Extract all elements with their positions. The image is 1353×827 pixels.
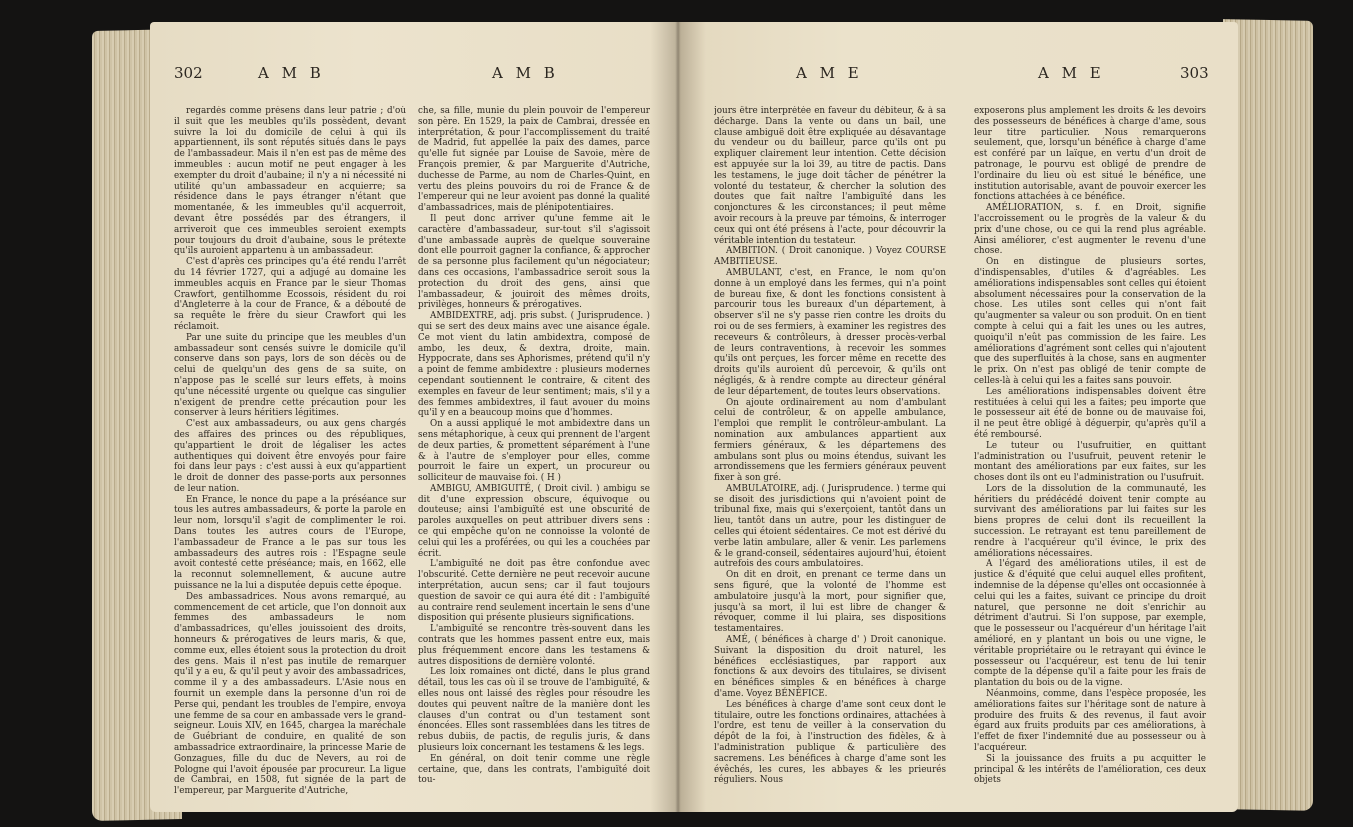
paragraph: che, sa fille, munie du plein pouvoir de l'empereur son père. En 1529, la paix de Cambrai, dressée en interprétation, & pour l'accomplissement du traité de Madrid, fut appellée la paix des dames, parce qu'elle fut signée par Louise de Savoie, mère de François premier, & par Marguerite d'Autriche, duchesse de Parme, au nom de Charles-Quint, en vertu des pleins pouvoirs du roi de France & de l'empereur qui ne leur avoient pas donné la qualité d'ambassadrices, mais de plénipotentiaires. [418,106,650,214]
paragraph: L'ambiguïté ne doit pas être confondue avec l'obscurité. Cette dernière ne peut recevoir aucune interprétation, aucun sens; car il faut toujours question de savoir ce qui aura été dit : l'ambiguïté au contraire rend seulement incertain le sens d'une disposition qui présente plusieurs significations. [418,559,650,624]
left-header-word-1: A M B [258,64,325,82]
paragraph: jours être interprétée en faveur du débiteur, & à sa décharge. Dans la vente ou dans un bail, une clause ambiguë doit être expliquée au désavantage du vendeur ou du bailleur, parce qu'ils ont pu expliquer clairement leur intention. Cette décision est appuyée sur la loi 39, au titre de pactis. Dans les testamens, le juge doit tâcher de pénétrer la volonté du testateur, & chercher la solution des doutes que fait naître l'ambiguïté dans les conjonctures & les circonstances; il peut même avoir recours à la preuve par témoins, & interroger ceux qui ont été présens à l'acte, pour découvrir la véritable intention du testateur. [714,106,946,246]
paragraph: AMÉ, ( bénéfices à charge d' ) Droit canonique. Suivant la disposition du droit naturel, les bénéfices ecclésiastiques, par rapport aux fonctions & aux devoirs des titulaires, se divisent en bénéfices simples & en bénéfices à charge d'ame. Voyez BÉNÉFICE. [714,635,946,700]
paragraph: AMBULANT, c'est, en France, le nom qu'on donne à un employé dans les fermes, qui n'a point de bureau fixe, & dont les fonctions consistent à parcourir tous les bureaux d'un département, à observer s'il ne s'y passe rien contre les droits du roi ou de ses fermiers, à examiner les registres des receveurs & contrôleurs, à dresser procès-verbal de leurs contraventions, à recevoir les sommes qu'ils ont perçues, les forcer même en recette des droits qu'ils auroient dû percevoir, & qu'ils ont négligés, & à rendre compte au directeur général de leur département, de toutes leurs observations. [714,267,946,397]
right-page [678,22,1238,812]
paragraph: Lors de la dissolution de la communauté, les héritiers du prédécédé doivent tenir compte au survivant des améliorations par lui faites sur les biens propres de celui dont ils recueillent la succession. Le retrayant est tenu pareillement de rendre à l'acquéreur qu'il évince, le prix des améliorations nécessaires. [974,483,1206,559]
right-column-2 [974,106,1206,806]
paragraph: Si la jouissance des fruits a pu acquitter le principal & les intérêts de l'amélioration, ces deux objets [974,753,1206,786]
paragraph: Il peut donc arriver qu'une femme ait le caractère d'ambassadeur, sur-tout s'il s'agissoit d'une ambassade auprès de quelque souveraine dont elle pourroit gagner la confiance, & approcher de sa personne plus facilement qu'un négociateur; dans ces occasions, l'ambassadrice seroit sous la protection du droit des gens, ainsi que l'ambassadeur, & jouiroit des mêmes droits, privilèges, honneurs & prérogatives. [418,213,650,311]
paragraph: Le tuteur ou l'usufruitier, en quittant l'administration ou l'usufruit, peuvent retenir le montant des améliorations par eux faites, sur les choses dont ils ont eu l'administration ou l'usufruit. [974,440,1206,484]
paragraph: A l'égard des améliorations utiles, il est de justice & d'équité que celui auquel elles profitent, indemnise de la dépense qu'elles ont occasionnée à celui qui les a faites, suivant ce principe du droit naturel, que personne ne doit s'enrichir au détriment d'autrui. Si l'on suppose, par exemple, que le possesseur ou l'acquéreur d'un héritage l'ait amélioré, en y plantant un bois ou une vigne, le véritable propriétaire ou le retrayant qui évince le possesseur ou l'acquéreur, est tenu de lui tenir compte de la dépense qu'il a faite pour les frais de plantation du bois ou de la vigne. [974,559,1206,689]
paragraph: Les loix romaines ont dicté, dans le plus grand détail, tous les cas où il se trouve de l'ambiguïté, & elles nous ont laissé des règles pour résoudre les doutes qui peuvent naître de la manière dont les clauses d'un contrat ou d'un testament sont énoncées. Elles sont rassemblées dans les titres de rebus dubiis, de pactis, de regulis juris, & dans plusieurs loix concernant les testamens & les legs. [418,667,650,754]
paragraph: Les améliorations indispensables doivent être restituées à celui qui les a faites; peu importe que le possesseur ait été de bonne ou de mauvaise foi, il ne peut être obligé à déguerpir, qu'après qu'il a été remboursé. [974,386,1206,440]
right-page-number: 303 [1180,64,1209,82]
right-running-head [678,64,1238,94]
left-running-head [150,64,678,94]
paragraph: On a aussi appliqué le mot ambidextre dans un sens métaphorique, à ceux qui prennent de l'argent de deux parties, & promettent séparément à l'une & à l'autre de s'employer pour elles, comme pourroit le faire un expert, un procureur ou solliciteur de mauvaise foi. ( H ) [418,419,650,484]
paragraph: On ajoute ordinairement au nom d'ambulant celui de contrôleur, & on appelle ambulance, l'emploi que remplit le contrôleur-ambulant. La nomination aux ambulances appartient aux fermiers généraux, & les départemens des ambulans sont plus ou moins étendus, suivant les arrondissemens que les fermiers généraux peuvent fixer à son gré. [714,397,946,484]
paragraph: On en distingue de plusieurs sortes, d'indispensables, d'utiles & d'agréables. Les améliorations indispensables sont celles qui étoient absolument nécessaires pour la conservation de la chose. Les utiles sont celles qui n'ont fait qu'augmenter sa valeur ou son produit. On en tient compte à celui qui a fait les unes ou les autres, quoiqu'il n'eût pas commission de les faire. Les améliorations d'agrément sont celles qui n'ajoutent que des superfluités à la chose, sans en augmenter le prix. On n'est pas obligé de tenir compte de celles-là à celui qui les a faites sans pouvoir. [974,257,1206,386]
left-page-number: 302 [174,64,203,82]
paragraph: C'est aux ambassadeurs, ou aux gens chargés des affaires des princes ou des républiques, qu'appartient le droit de légaliser les actes authentiques qui doivent être envoyés pour faire foi dans leur pays : c'est aussi à eux qu'appartient le droit de donner des passe-ports aux personnes de leur nation. [174,419,406,494]
paragraph: Les bénéfices à charge d'ame sont ceux dont le titulaire, outre les fonctions ordinaires, attachées à l'ordre, est tenu de veiller à la conservation du dépôt de la foi, à l'instruction des fidèles, & à l'administration publique & particulière des sacremens. Les bénéfices à charge d'ame sont les évêchés, les cures, les abbayes & les prieurés réguliers. Nous [714,699,946,786]
paragraph: En général, on doit tenir comme une règle certaine, que, dans les contrats, l'ambiguïté doit tou- [418,753,650,786]
paragraph: Des ambassadrices. Nous avons remarqué, au commencement de cet article, que l'on donnoit aux femmes des ambassadeurs le nom d'ambassadrices, qu'elles jouissoient des droits, honneurs & prérogatives de leurs maris, & que, comme eux, elles étoient sous la protection du droit des gens. Mais il n'est pas inutile de remarquer qu'il y a eu, & qu'il peut y avoir des ambassadrices, comme il y a des ambassadeurs. L'Asie nous en fournit un exemple dans la personne d'un roi de Perse qui, pendant les troubles de l'empire, envoya une femme de sa cour en ambassade vers le grand-seigneur. Louis XIV, en 1645, chargea la maréchale de Guébriant de conduire, en qualité de son ambassadrice extraordinaire, la princesse Marie de Gonzagues, fille du duc de Nevers, au roi de Pologne qui l'avoit épousée par procureur. La ligue de Cambrai, en 1508, fut signée de la part de l'empereur, par Marguerite d'Autriche, [174,591,406,797]
paragraph: AMBITION. ( Droit canonique. ) Voyez COURSE AMBITIEUSE. [714,246,946,268]
paragraph: exposerons plus amplement les droits & les devoirs des possesseurs de bénéfices à charge d'ame, sous leur titre particulier. Nous remarquerons seulement, que, lorsqu'un bénéfice à charge d'ame est conféré par un laïque, en vertu d'un droit de patronage, le pourvu est obligé de prendre de l'ordinaire du lieu où est situé le bénéfice, une institution autorisable, avant de pouvoir exercer les fonctions attachées à ce bénéfice. [974,106,1206,203]
paragraph: regardés comme présens dans leur patrie ; d'où il suit que les meubles qu'ils possèdent, devant suivre la loi du domicile de celui à qui ils appartiennent, ils sont réputés situés dans le pays de l'ambassadeur. Mais il n'en est pas de même des immeubles : aucun motif ne peut engager à les exempter du droit d'aubaine; il n'y a ni nécessité ni utilité qu'un ambassadeur en acquierre; sa résidence dans le pays étranger n'étant que momentanée, & les immeubles qu'il acquerroit, devant être possédés par des étrangers, il arriveroit que ces immeubles seroient exempts pour toujours du droit d'aubaine, sous le prétexte qu'ils auroient appartenu à un ambassadeur. [174,106,406,257]
paragraph: Par une suite du principe que les meubles d'un ambassadeur sont censés suivre le domicile qu'il conserve dans son pays, lors de son décès ou de celui de quelqu'un des gens de sa suite, on n'appose pas le scellé sur leurs effets, à moins qu'une nécessité urgente ou quelque cas singulier n'exigent de prendre cette précaution pour les conserver à leurs héritiers légitimes. [174,332,406,419]
paragraph: AMBIDEXTRE, adj. pris subst. ( Jurisprudence. ) qui se sert des deux mains avec une aisance égale. Ce mot vient du latin ambidextra, composé de ambo, les deux, & dextra, droite, main. Hyppocrate, dans ses Aphorismes, prétend qu'il n'y a point de femme ambidextre : plusieurs modernes cependant soutiennent le contraire, & citent des exemples en faveur de leur sentiment; mais, s'il y a des femmes ambidextres, il faut avouer du moins qu'il y en a beaucoup moins que d'hommes. [418,311,650,419]
left-page [150,22,678,812]
paragraph: En France, le nonce du pape a la préséance sur tous les autres ambassadeurs, & porte la parole en leur nom, lorsqu'il s'agit de complimenter le roi. Dans toutes les autres cours de l'Europe, l'ambassadeur de France a le pas sur tous les ambassadeurs des autres rois : l'Espagne seule avoit contesté cette préséance; mais, en 1662, elle la reconnut solemnellement, & aucune autre puissance ne la lui a disputée depuis cette époque. [174,494,406,592]
paragraph: Néanmoins, comme, dans l'espèce proposée, les améliorations faites sur l'héritage sont de nature à produire des fruits & des revenus, il faut avoir égard aux fruits produits par ces améliorations, à l'effet de fixer l'indemnité due au possesseur ou à l'acquéreur. [974,689,1206,754]
paragraph: AMÉLIORATION, s. f. en Droit, signifie l'accroissement ou le progrès de la valeur & du prix d'une chose, ou ce qui la rend plus agréable. Ainsi améliorer, c'est augmenter le revenu d'une chose. [974,203,1206,257]
paragraph: AMBIGU, AMBIGUITÉ, ( Droit civil. ) ambigu se dit d'une expression obscure, équivoque ou douteuse; ainsi l'ambiguïté est une obscurité de paroles auxquelles on peut attribuer divers sens : ce qui empêche qu'on ne connoisse la volonté de celui qui les a proférées, ou qui les a couchées par écrit. [418,483,650,559]
left-column-1 [174,106,406,806]
right-header-word-1: A M E [796,64,863,82]
right-column-1 [714,106,946,806]
paragraph: On dit en droit, en prenant ce terme dans un sens figuré, que la volonté de l'homme est ambulatoire jusqu'à la mort, pour signifier que, jusqu'à sa mort, il lui est libre de changer & révoquer, comme il lui plaira, ses dispositions testamentaires. [714,570,946,635]
paragraph: AMBULATOIRE, adj. ( Jurisprudence. ) terme qui se disoit des jurisdictions qui n'avoient point de tribunal fixe, mais qui s'exerçoient, tantôt dans un lieu, tantôt dans un autre, pour les distinguer de celles qui étoient sédentaires. Ce mot est dérivé du verbe latin ambulare, aller & venir. Les parlemens & le grand-conseil, sédentaires aujourd'hui, étoient autrefois des cours ambulatoires. [714,483,946,570]
paragraph: C'est d'après ces principes qu'a été rendu l'arrêt du 14 février 1727, qui a adjugé au domaine les immeubles acquis en France par le sieur Thomas Crawfort, gentilhomme Ecossois, résident du roi d'Angleterre à la cour de France, & a débouté de sa requête le frère du sieur Crawfort qui les réclamoit. [174,257,406,332]
paragraph: L'ambiguïté se rencontre très-souvent dans les contrats que les hommes passent entre eux, mais plus fréquemment encore dans les testamens & autres dispositions de dernière volonté. [418,624,650,667]
right-header-word-2: A M E [1038,64,1105,82]
left-header-word-2: A M B [492,64,559,82]
left-column-2 [418,106,650,806]
